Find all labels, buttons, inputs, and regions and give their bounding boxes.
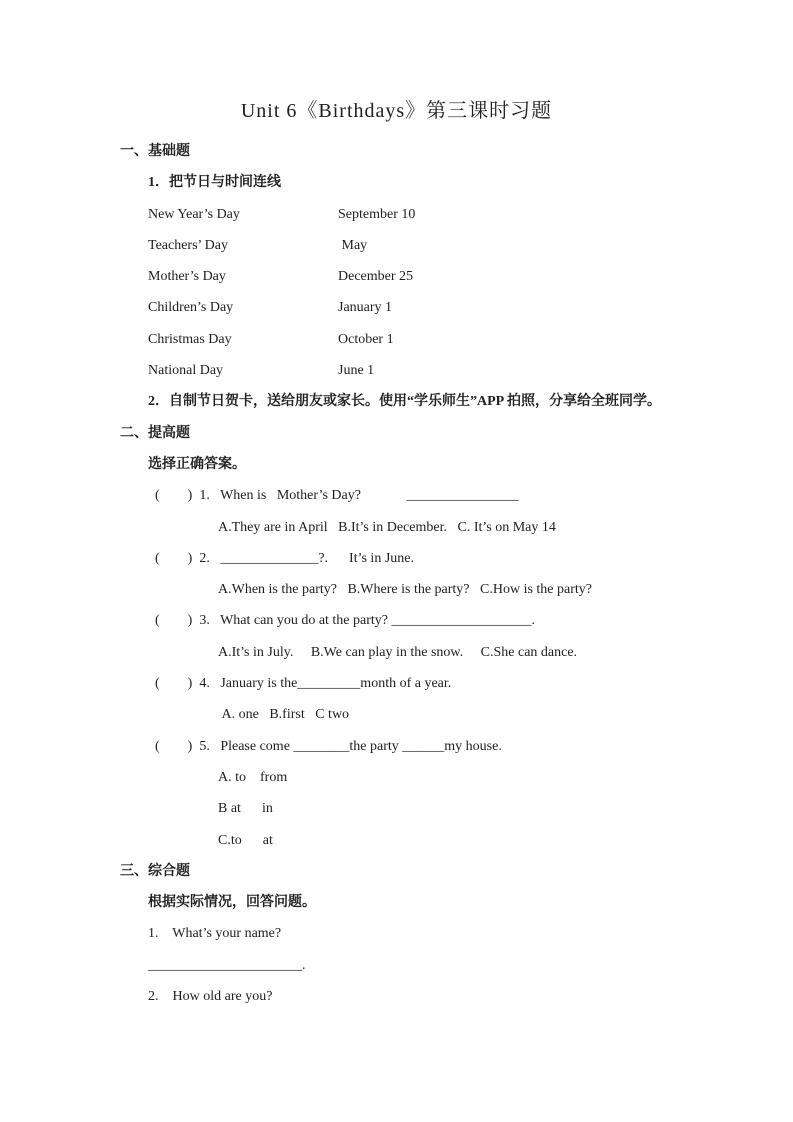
mc-question-1-options: A.They are in April B.It’s in December. C. It’s on May 14 xyxy=(218,519,556,535)
holiday-name: Christmas Day xyxy=(148,331,232,347)
mc-question-5-option-a: A. to from xyxy=(218,769,288,785)
worksheet-body xyxy=(0,136,793,1012)
holiday-name: Children’s Day xyxy=(148,300,234,316)
mc-question-5: ( ) 5. Please come ________the party ______my house. xyxy=(155,738,502,754)
holiday-name: New Year’s Day xyxy=(148,206,240,222)
section-basic-heading: 一、基础题 xyxy=(120,144,190,159)
match-row-1 xyxy=(148,199,703,230)
holiday-date: September 10 xyxy=(338,206,416,222)
mc-question-3-options: A.It’s in July. B.We can play in the snow. C.She can dance. xyxy=(218,644,578,660)
mc-question-5-option-c: C.to at xyxy=(218,832,273,848)
open-question-2: 2. How old are you? xyxy=(148,989,273,1005)
mc-question-2: ( ) 2. ______________?. It’s in June. xyxy=(155,550,414,566)
holiday-date: December 25 xyxy=(338,269,414,285)
holiday-name: Mother’s Day xyxy=(148,269,226,285)
mc-question-4-options: A. one B.first C two xyxy=(218,707,350,723)
worksheet-title: Unit 6《Birthdays》第三课时习题 xyxy=(240,100,553,122)
answer-blank-line: ______________________. xyxy=(148,957,306,973)
basic-item-2-label: 2．自制节日贺卡，送给朋友或家长。使用“学乐师生”APP 拍照，分享给全班同学。 xyxy=(148,394,661,410)
holiday-name: National Day xyxy=(148,363,224,379)
match-row-2 xyxy=(148,230,703,261)
holiday-date: June 1 xyxy=(338,363,375,379)
mc-question-5-option-b: B at in xyxy=(218,801,273,817)
comprehensive-instruction: 根据实际情况，回答问题。 xyxy=(148,895,316,911)
mc-question-4: ( ) 4. January is the_________month of a year. xyxy=(155,676,452,692)
holiday-name: Teachers’ Day xyxy=(148,237,228,253)
match-row-3 xyxy=(148,261,703,292)
section-improve-heading: 二、提高题 xyxy=(120,425,190,441)
holiday-date: May xyxy=(338,237,368,253)
match-row-4 xyxy=(148,292,703,323)
section-comprehensive-heading: 三、综合题 xyxy=(120,863,190,879)
basic-item-1-label: 1．把节日与时间连线 xyxy=(148,175,281,191)
mc-question-2-options: A.When is the party? B.Where is the party? C.How is the party? xyxy=(218,582,593,598)
open-question-1: 1. What’s your name? xyxy=(148,926,282,942)
improve-instruction: 选择正确答案。 xyxy=(148,456,246,472)
mc-question-3: ( ) 3. What can you do at the party? ____________________. xyxy=(155,613,536,629)
match-row-6 xyxy=(148,355,703,386)
match-row-5 xyxy=(148,324,703,355)
holiday-date: October 1 xyxy=(338,331,394,347)
holiday-date: January 1 xyxy=(338,300,393,316)
mc-question-1: ( ) 1. When is Mother’s Day? ________________ xyxy=(155,488,519,504)
